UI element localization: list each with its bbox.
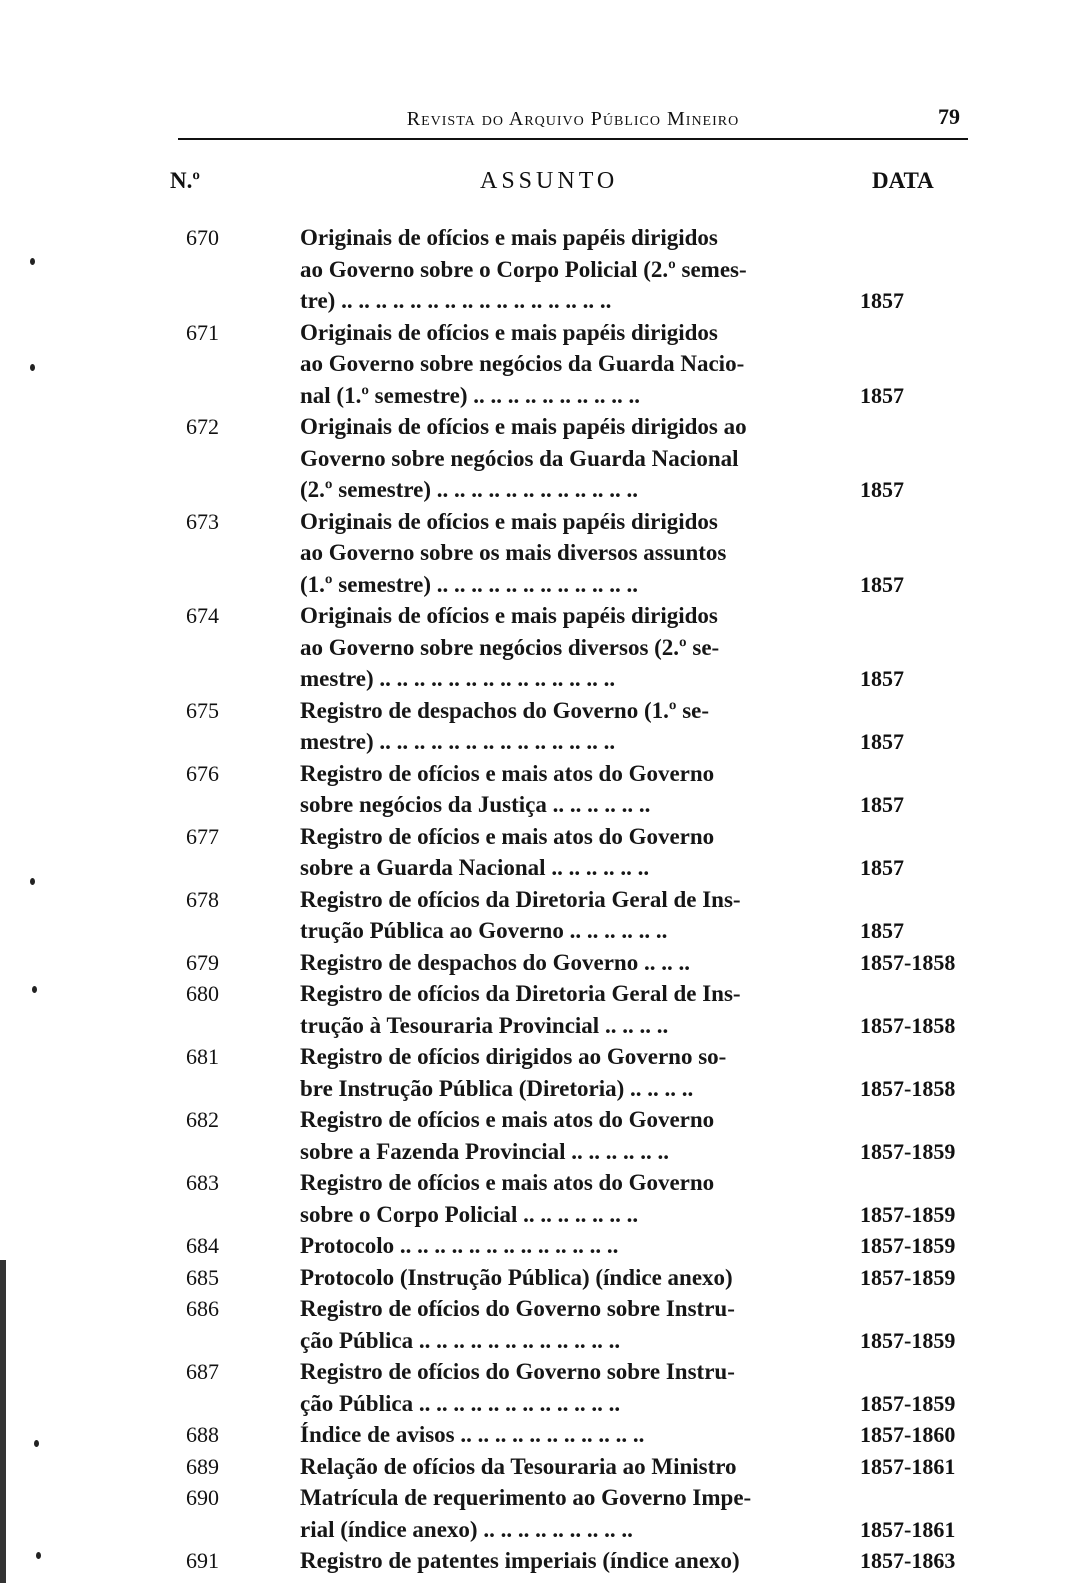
- entry-number: 679: [186, 949, 219, 975]
- entry-row: [0, 506, 1068, 601]
- entry-row: [0, 1104, 1068, 1167]
- entry-subject: Registro de ofícios e mais atos do Governo sobre o Corpo Policial .. .. .. .. .. .. ..: [300, 1170, 715, 1227]
- entry-subject: Registro de ofícios da Diretoria Geral de Ins- trução à Tesouraria Provincial .. .. .. ..: [300, 981, 741, 1038]
- entry-date: 1857-1861: [860, 1516, 956, 1542]
- entry-number: 685: [186, 1264, 219, 1290]
- entry-row: [0, 1451, 1068, 1483]
- scan-speck: [34, 1440, 39, 1447]
- entry-date: 1857-1858: [860, 949, 956, 975]
- entry-number: 688: [186, 1422, 219, 1447]
- entry-number: 672: [186, 414, 219, 439]
- entry-number: 681: [186, 1044, 219, 1069]
- entry-row: [0, 1482, 1068, 1545]
- entry-subject: Originais de ofícios e mais papéis dirigidos ao Governo sobre negócios da Guarda Nacional (2.º semestre) .. .. .. .. .. .. .. .. .. .. .. ..: [300, 414, 747, 502]
- entry-subject: Registro de ofícios da Diretoria Geral de Ins- trução Pública ao Governo .. .. .. .. .. ..: [300, 886, 741, 943]
- entry-date: 1857-1859: [860, 1327, 956, 1353]
- entry-number: 671: [186, 319, 219, 345]
- entry-subject: Relação de ofícios da Tesouraria ao Ministro: [300, 1453, 737, 1479]
- entry-number: 686: [186, 1296, 219, 1321]
- entry-subject: Originais de ofícios e mais papéis dirigidos ao Governo sobre o Corpo Policial (2.º semes- tre) .. .. .. .. .. .. .. .. .. .. .. .. .. .. .. ..: [300, 225, 747, 313]
- entry-subject: Registro de ofícios e mais atos do Governo sobre negócios da Justiça .. .. .. .. .. ..: [300, 760, 715, 817]
- entry-number: 675: [186, 697, 219, 723]
- entry-row: [0, 1230, 1068, 1262]
- entry-date: 1857: [860, 666, 904, 691]
- entry-number: 676: [186, 760, 219, 786]
- entry-row: [0, 1293, 1068, 1356]
- entry-number: 689: [186, 1453, 219, 1479]
- entry-subject: Originais de ofícios e mais papéis dirigidos ao Governo sobre negócios da Guarda Nacio- nal (1.º semestre) .. .. .. .. .. .. .. .. .. ..: [300, 319, 745, 408]
- entry-date: 1857-1863: [860, 1548, 956, 1573]
- entry-number: 670: [186, 225, 219, 250]
- entry-number: 682: [186, 1107, 219, 1132]
- entry-number: 673: [186, 508, 219, 534]
- entry-row: [0, 1356, 1068, 1419]
- column-header-subject: ASSUNTO: [480, 168, 619, 194]
- page-number: 79: [938, 104, 960, 129]
- entry-date: 1857: [860, 382, 904, 408]
- entry-date: 1857-1858: [860, 1012, 956, 1038]
- entry-subject: Registro de ofícios e mais atos do Governo sobre a Guarda Nacional .. .. .. .. .. ..: [300, 823, 715, 880]
- entry-row: [0, 1419, 1068, 1451]
- entry-row: [0, 1167, 1068, 1230]
- entry-row: [0, 821, 1068, 884]
- entry-row: [0, 600, 1068, 695]
- entry-number: 691: [186, 1548, 219, 1573]
- entry-row: [0, 947, 1068, 979]
- entry-row: [0, 1262, 1068, 1294]
- entry-row: [0, 884, 1068, 947]
- entry-number: 690: [186, 1485, 219, 1510]
- entry-subject: Originais de ofícios e mais papéis dirigidos ao Governo sobre negócios diversos (2.º se- mestre) .. .. .. .. .. .. .. .. .. .. .. .. .. ..: [300, 603, 720, 691]
- entry-number: 674: [186, 603, 219, 628]
- entry-number: 680: [186, 981, 219, 1006]
- entry-date: 1857-1860: [860, 1422, 956, 1447]
- scan-speck: [30, 258, 35, 265]
- entry-date: 1857: [860, 729, 904, 754]
- entry-subject: Índice de avisos .. .. .. .. .. .. .. .. .. .. ..: [300, 1422, 645, 1447]
- entry-number: 683: [186, 1170, 219, 1195]
- entry-number: 684: [186, 1233, 219, 1258]
- scan-speck: [36, 1552, 41, 1559]
- entry-date: 1857: [860, 918, 904, 943]
- entry-date: 1857-1859: [860, 1201, 956, 1227]
- entry-number: 687: [186, 1359, 219, 1384]
- entry-date: 1857: [860, 477, 904, 502]
- scan-speck: [32, 986, 37, 993]
- entry-row: [0, 758, 1068, 821]
- entry-date: 1857: [860, 792, 904, 817]
- entry-row: [0, 695, 1068, 758]
- entry-subject: Matrícula de requerimento ao Governo Impe- rial (índice anexo) .. .. .. .. .. .. .. .. ..: [300, 1485, 752, 1542]
- entry-row: [0, 411, 1068, 506]
- entry-subject: Registro de despachos do Governo .. .. ..: [300, 949, 690, 975]
- scan-edge: [0, 1260, 6, 1583]
- column-header-date: DATA: [872, 168, 934, 193]
- entry-subject: Registro de despachos do Governo (1.º se- mestre) .. .. .. .. .. .. .. .. .. .. .. .. .. ..: [300, 697, 710, 754]
- entry-date: 1857: [860, 288, 904, 313]
- entry-subject: Protocolo (Instrução Pública) (índice anexo): [300, 1264, 733, 1290]
- entry-date: 1857-1858: [860, 1075, 956, 1101]
- entry-number: 678: [186, 886, 219, 912]
- entry-date: 1857-1859: [860, 1390, 956, 1416]
- journal-title: Revista do Arquivo Público Mineiro: [406, 108, 740, 130]
- entry-date: 1857-1861: [860, 1453, 956, 1479]
- entry-number: 677: [186, 823, 219, 849]
- entry-subject: Registro de ofícios do Governo sobre Instru- ção Pública .. .. .. .. .. .. .. .. .. .. .. ..: [300, 1359, 735, 1416]
- entry-subject: Registro de ofícios dirigidos ao Governo so- bre Instrução Pública (Diretoria) .. .. .. ..: [300, 1044, 727, 1101]
- entry-row: [0, 317, 1068, 412]
- entry-subject: Protocolo .. .. .. .. .. .. .. .. .. .. .. .. ..: [300, 1233, 619, 1258]
- entry-row: [0, 1041, 1068, 1104]
- entry-row: [0, 1545, 1068, 1577]
- scan-speck: [30, 364, 35, 371]
- entry-date: 1857-1859: [860, 1264, 956, 1290]
- entry-date: 1857-1859: [860, 1233, 956, 1258]
- entry-date: 1857-1859: [860, 1138, 956, 1164]
- entry-date: 1857: [860, 855, 904, 880]
- column-header-number: N.º: [170, 168, 200, 193]
- entry-row: [0, 222, 1068, 317]
- entry-subject: Registro de patentes imperiais (índice anexo): [300, 1548, 740, 1573]
- entry-subject: Originais de ofícios e mais papéis dirigidos ao Governo sobre os mais diversos assuntos (1.º semestre) .. .. .. .. .. .. .. .. .. .. .. ..: [300, 508, 727, 597]
- entry-date: 1857: [860, 571, 904, 597]
- running-head: [178, 98, 968, 140]
- entry-row: [0, 978, 1068, 1041]
- scan-speck: [30, 878, 35, 885]
- entry-subject: Registro de ofícios do Governo sobre Instru- ção Pública .. .. .. .. .. .. .. .. .. .. .. ..: [300, 1296, 735, 1353]
- entry-subject: Registro de ofícios e mais atos do Governo sobre a Fazenda Provincial .. .. .. .. .. ..: [300, 1107, 715, 1164]
